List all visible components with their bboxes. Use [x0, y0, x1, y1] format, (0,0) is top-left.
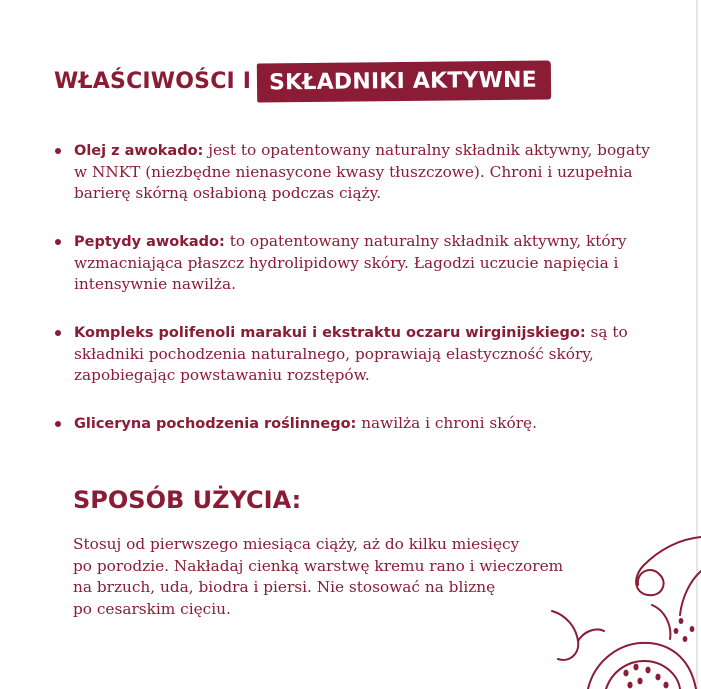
- ingredient-avocado-peptides: [53, 231, 653, 295]
- ingredient-term: Kompleks polifenoli marakui i ekstraktu oczaru wirginijskiego:: [74, 325, 586, 341]
- ingredient-description: jest to opatentowany naturalny składnik aktywny, bogaty w NNKT (niezbędne nienasycone kwasy tłuszczowe). Chroni i uzupełnia barierę skórną osłabioną podczas ciąży.: [74, 141, 650, 202]
- properties-heading-badge: SKŁADNIKI AKTYWNE: [257, 60, 551, 102]
- ingredient-description: to opatentowany naturalny składnik aktywny, który wzmacniająca płaszcz hydrolipidowy skóry. Łagodzi uczucie napięcia i intensywnie nawilża.: [74, 232, 627, 293]
- passion-fruit-illustration-icon: [540, 535, 701, 689]
- ingredient-description: nawilża i chroni skórę.: [356, 414, 537, 432]
- ingredient-avocado-oil: [53, 140, 653, 204]
- ingredient-term: Gliceryna pochodzenia roślinnego:: [74, 416, 357, 432]
- bullet-icon: [55, 421, 61, 427]
- usage-instructions: Stosuj od pierwszego miesiąca ciąży, aż do kilku miesięcy po porodzie. Nakładaj cienką warstwę kremu rano i wieczorem na brzuch, uda, biodra i piersi. Nie stosować na bliznę po cesarskim cięciu.: [73, 535, 564, 618]
- usage-heading: SPOSÓB UŻYCIA:: [73, 486, 302, 514]
- bullet-icon: [55, 239, 61, 245]
- properties-heading: [54, 58, 551, 104]
- ingredient-description: są to składniki pochodzenia naturalnego, poprawiają elastyczność skóry, zapobiegając powstawaniu rozstępów.: [74, 323, 628, 384]
- ingredients-list: [53, 140, 653, 462]
- bullet-icon: [55, 148, 61, 154]
- ingredient-term: Peptydy awokado:: [74, 234, 225, 250]
- properties-heading-part1: WŁAŚCIWOŚCI I: [54, 68, 252, 94]
- ingredient-glycerin: [53, 413, 653, 435]
- ingredient-term: Olej z awokado:: [74, 143, 204, 159]
- bullet-icon: [55, 330, 61, 336]
- ingredient-polyphenol-complex: [53, 322, 653, 386]
